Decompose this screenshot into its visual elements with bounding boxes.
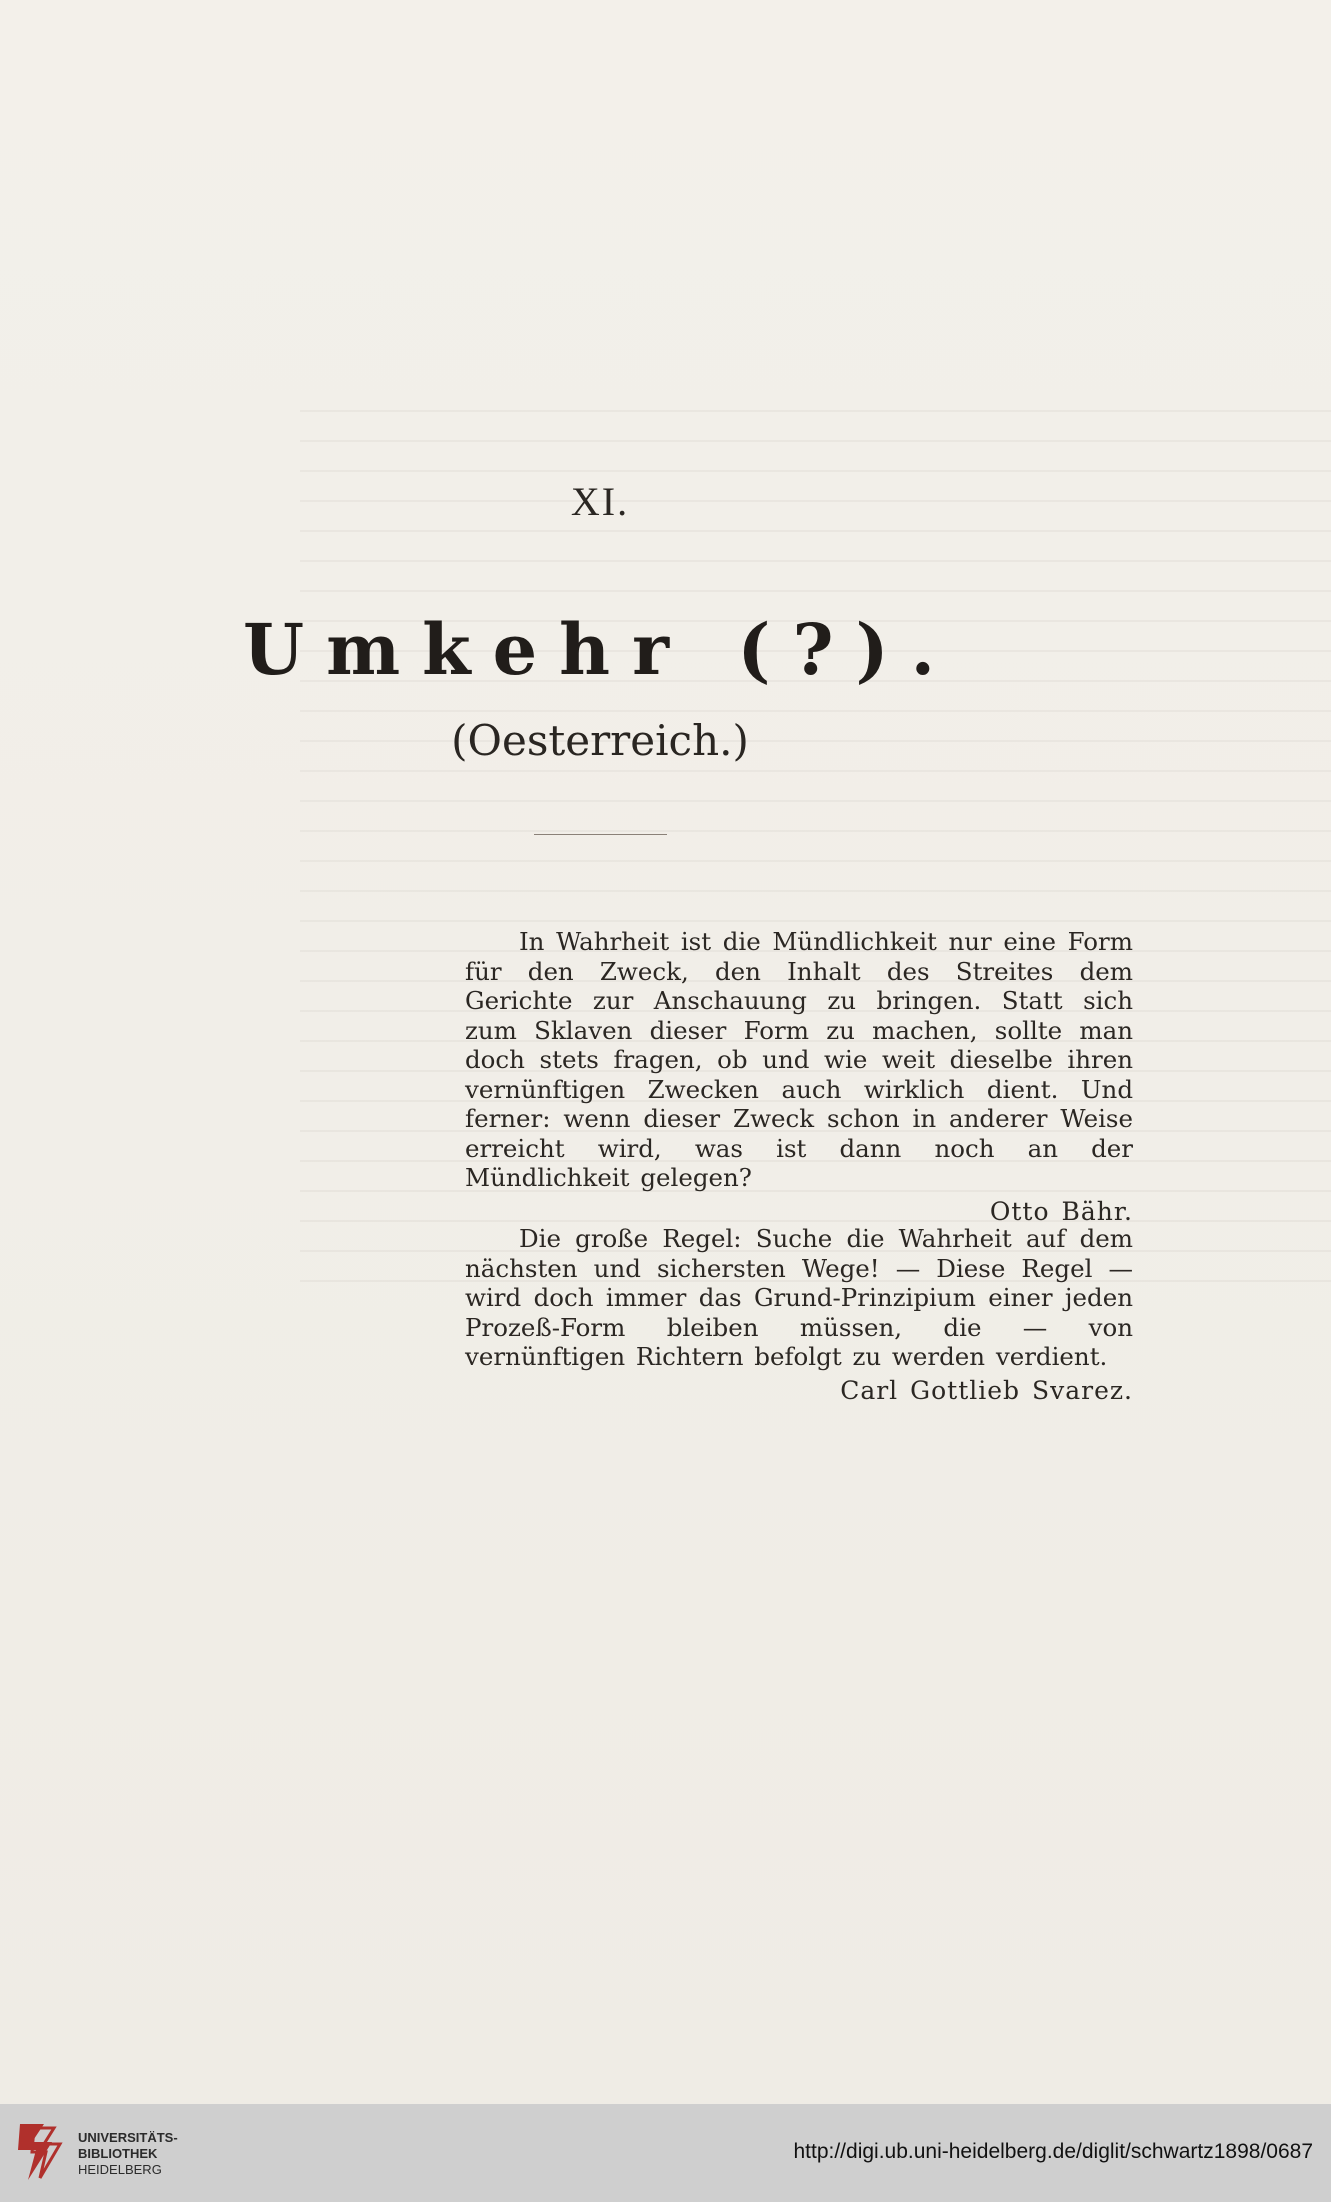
- epigraph-quote: [465, 1224, 1133, 1405]
- quote-author: Otto Bähr.: [989, 1196, 1133, 1226]
- chapter-title: Umkehr (?).: [243, 608, 957, 691]
- chapter-subtitle: (Oesterreich.): [451, 716, 749, 765]
- footer-bar: [0, 2104, 1331, 2202]
- quote-text: Die große Regel: Suche die Wahrheit auf dem nächsten und sichersten Wege! — Diese Regel — wird doch immer das Grund-Prinzipium einer jeden Prozeß-Form bleiben müssen, die — von vernünftigen Richtern befolgt zu werden verdient.: [465, 1224, 1133, 1371]
- source-url-link[interactable]: http://digi.ub.uni-heidelberg.de/diglit/schwartz1898/0687: [793, 2140, 1313, 2163]
- library-name-line2: BIBLIOTHEK: [78, 2146, 158, 2161]
- divider-rule: [534, 834, 667, 835]
- library-name-line1: UNIVERSITÄTS-: [78, 2130, 178, 2145]
- chapter-number: XI.: [570, 479, 630, 524]
- epigraph-quote: [465, 927, 1133, 1226]
- quote-text: In Wahrheit ist die Mündlichkeit nur eine Form für den Zweck, den Inhalt des Streites dem Gerichte zur Anschauung zu bringen. Statt sich zum Sklaven dieser Form zu machen, sollte man doch stets fragen, ob und wie weit dieselbe ihren vernünftigen Zwecken auch wirklich dient. Und ferner: wenn dieser Zweck schon in anderer Weise erreicht wird, was ist dann noch an der Mündlichkeit gelegen?: [465, 927, 1133, 1192]
- quote-author: Carl Gottlieb Svarez.: [840, 1375, 1133, 1405]
- library-logo-icon: [14, 2120, 64, 2184]
- library-name-line3: HEIDELBERG: [78, 2162, 162, 2177]
- library-name: [78, 2130, 178, 2178]
